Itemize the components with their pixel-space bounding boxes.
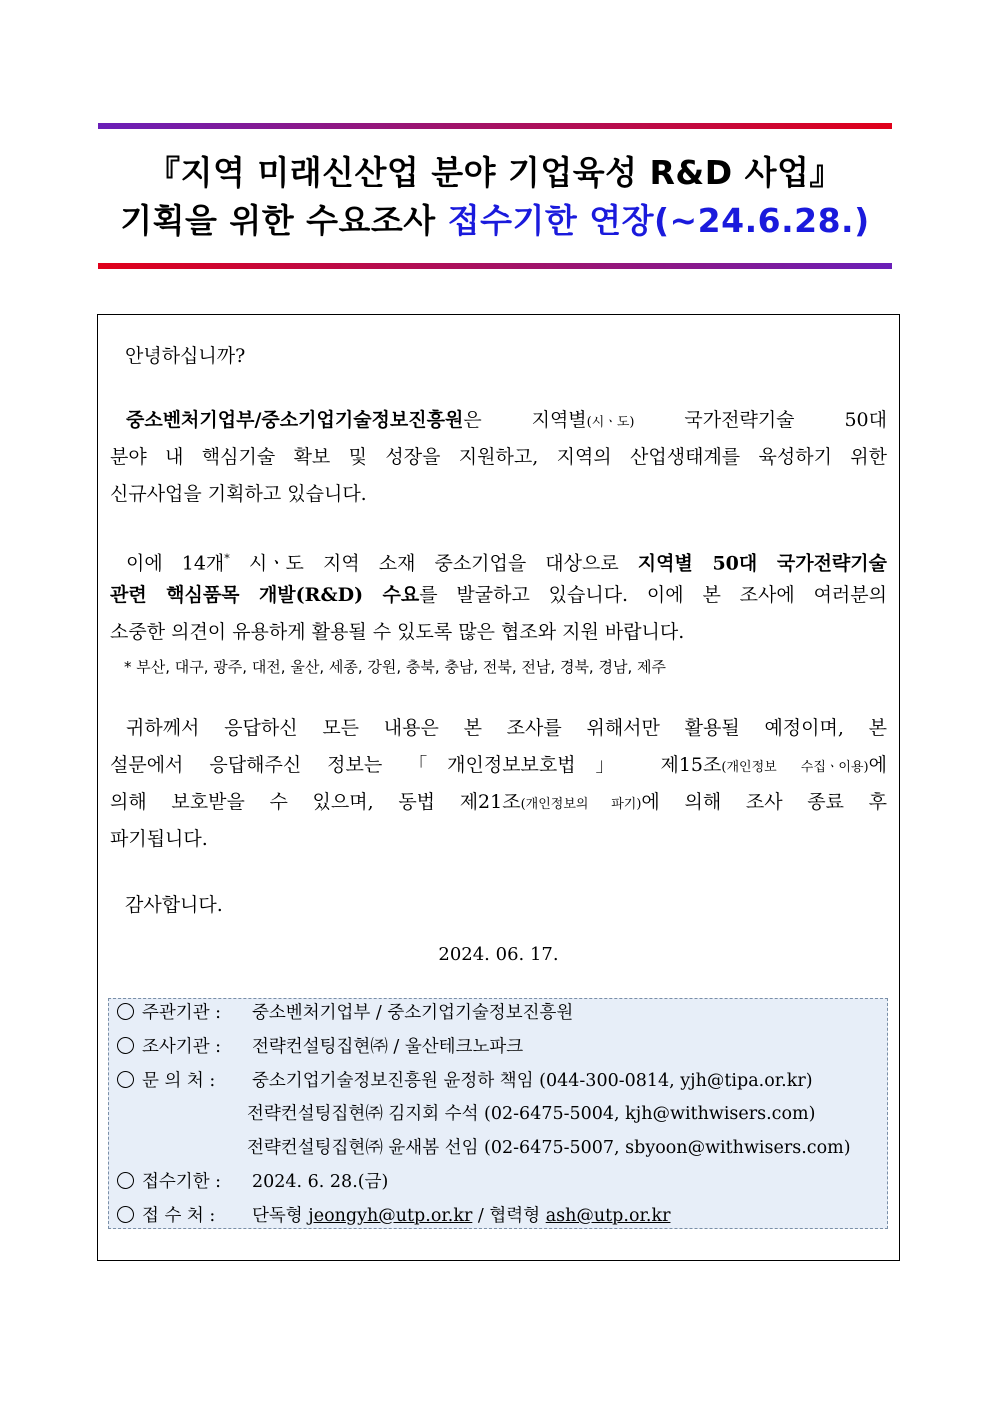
regions-footnote: * 부산, 대구, 광주, 대전, 울산, 세종, 강원, 충북, 충남, 전북, 전남, 경북, 경남, 제주 <box>124 658 666 676</box>
info-row-submit: 접 수 처 : 단독형 jeongyh@utp.or.kr / 협력형 ash@utp.or.kr <box>117 1202 670 1227</box>
info-row-survey: 조사기관 : 전략컨설팅집현㈜ / 울산테크노파크 <box>117 1033 523 1058</box>
circle-bullet-icon <box>117 1037 134 1054</box>
paragraph-2-line-2: 관련 핵심품목 개발(R&D) 수요를 발굴하고 있습니다. 이에 본 조사에 여러분의 <box>110 584 887 606</box>
paragraph-1-line-1: 중소벤처기업부/중소기업기술정보진흥원은 지역별(시ㆍ도) 국가전략기술 50대 <box>126 409 887 431</box>
page-title-line2: 기획을 위한 수요조사 접수기한 연장(~24.6.28.) <box>120 201 870 240</box>
paragraph-3-line-1: 귀하께서 응답하신 모든 내용은 본 조사를 위해서만 활용될 예정이며, 본 <box>126 717 887 739</box>
top-rule <box>98 123 892 129</box>
paragraph-3-line-4: 파기됩니다. <box>110 828 208 850</box>
circle-bullet-icon <box>117 1003 134 1020</box>
info-row-contact: 문 의 처 : 중소기업기술정보진흥원 윤정하 책임 (044-300-0814, yjh@tipa.or.kr) <box>117 1067 813 1092</box>
letter-date: 2024. 06. 17. <box>438 944 559 965</box>
closing: 감사합니다. <box>125 894 223 916</box>
info-row-contact-2: 전략컨설팅집현㈜ 김지회 수석 (02-6475-5004, kjh@withwisers.com) <box>247 1104 816 1124</box>
paragraph-1-line-2: 분야 내 핵심기술 확보 및 성장을 지원하고, 지역의 산업생태계를 육성하기 위한 <box>110 446 887 468</box>
contact-info-box <box>108 998 888 1229</box>
joint-email-link[interactable]: ash@utp.or.kr <box>545 1206 671 1226</box>
info-row-contact-3: 전략컨설팅집현㈜ 윤새봄 선임 (02-6475-5007, sbyoon@withwisers.com) <box>247 1138 851 1158</box>
info-row-deadline: 접수기한 : 2024. 6. 28.(금) <box>117 1168 388 1193</box>
single-email-link[interactable]: jeongyh@utp.or.kr <box>308 1206 473 1226</box>
paragraph-3-line-3: 의해 보호받을 수 있으며, 동법 제21조(개인정보의 파기)에 의해 조사 종료 후 <box>110 791 887 813</box>
greeting: 안녕하십니까? <box>125 345 246 367</box>
paragraph-3-line-2: 설문에서 응답해주신 정보는 「개인정보보호법」 제15조(개인정보 수집ㆍ이용)에 <box>110 754 887 776</box>
paragraph-2-line-3: 소중한 의견이 유용하게 활용될 수 있도록 많은 협조와 지원 바랍니다. <box>110 621 685 643</box>
paragraph-1-line-3: 신규사업을 기획하고 있습니다. <box>110 483 367 505</box>
bottom-rule <box>98 263 892 269</box>
circle-bullet-icon <box>117 1206 134 1223</box>
circle-bullet-icon <box>117 1172 134 1189</box>
extension-highlight: 접수기한 연장(~24.6.28.) <box>447 201 870 240</box>
info-row-host: 주관기관 : 중소벤처기업부 / 중소기업기술정보진흥원 <box>117 999 573 1024</box>
paragraph-2-line-1: 이에 14개* 시ㆍ도 지역 소재 중소기업을 대상으로 지역별 50대 국가전략기술 <box>126 552 887 575</box>
page-title-line1: 『지역 미래신산업 분야 기업육성 R&D 사업』 <box>147 153 843 192</box>
circle-bullet-icon <box>117 1071 134 1088</box>
